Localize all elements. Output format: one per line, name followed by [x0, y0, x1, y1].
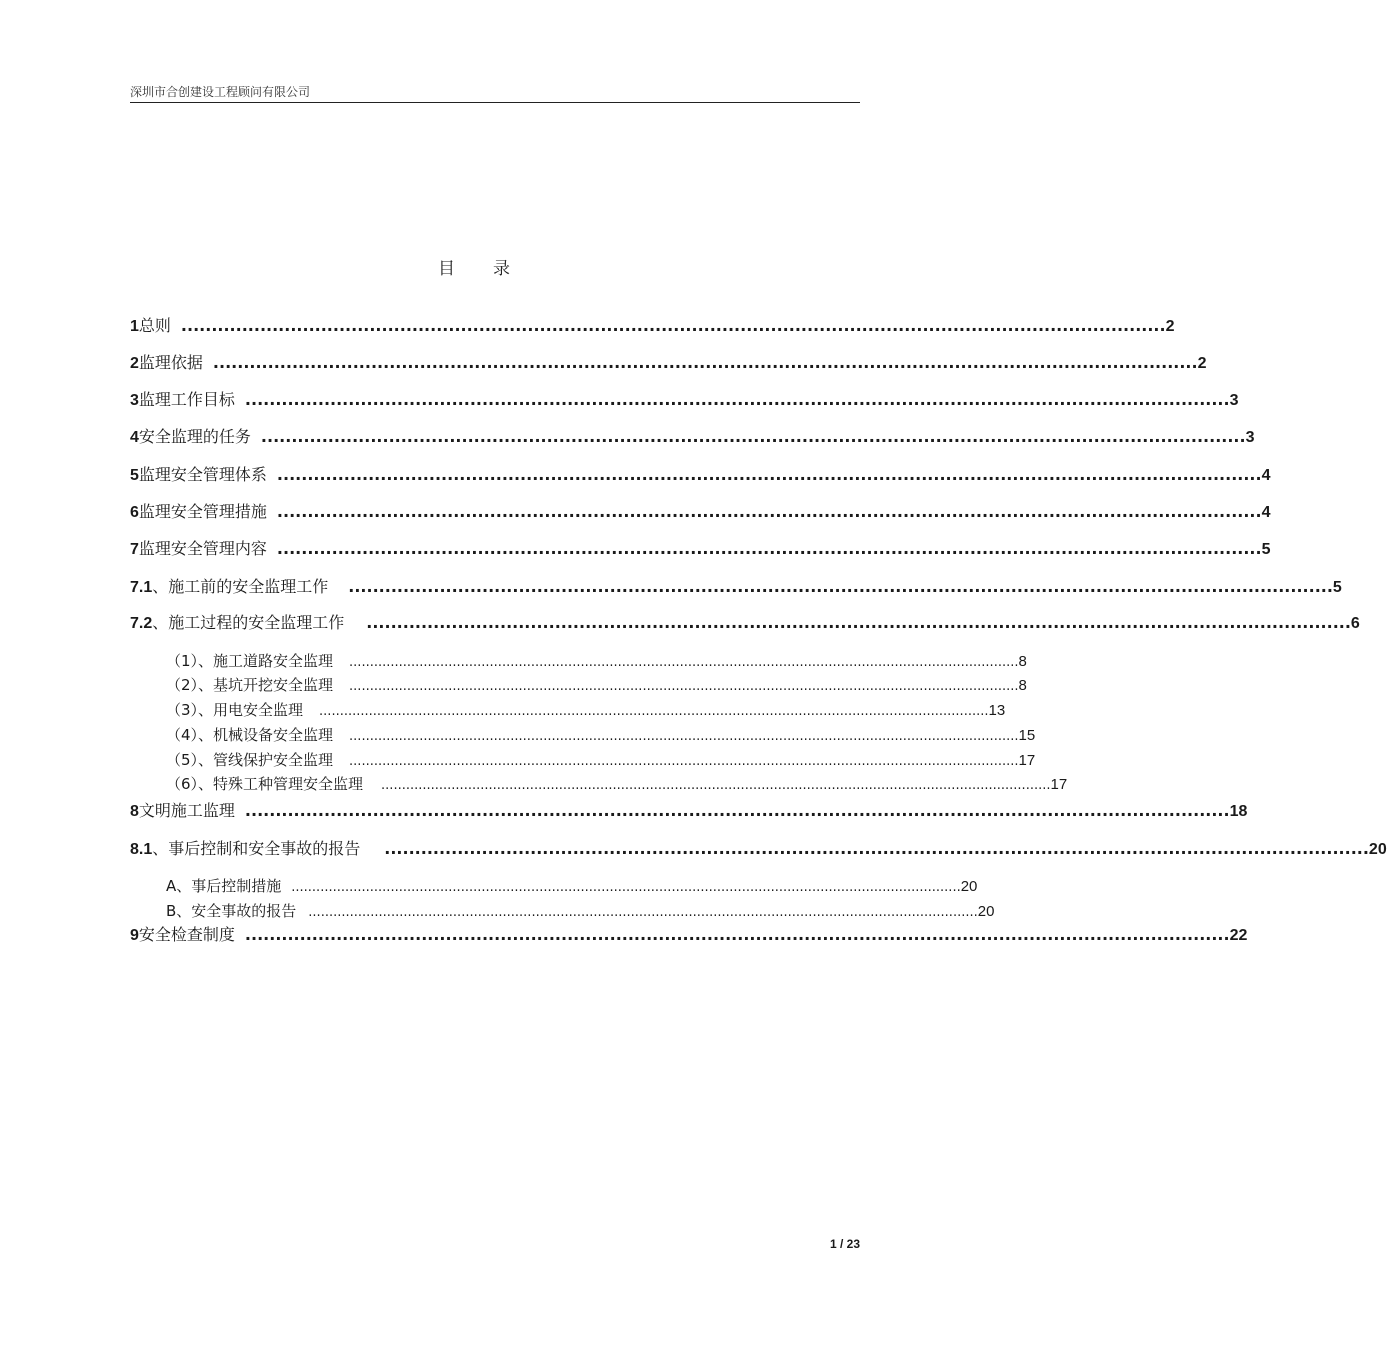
toc-subentry-5[interactable]: （5）、管线保护安全监理 .................................................................................................................................................................. 17 — [166, 751, 1036, 769]
toc-entry-4[interactable]: 4 安全监理的任务 .................................................................................................................................................................. 3 — [130, 427, 1255, 446]
toc-entry-7[interactable]: 7 监理安全管理内容 .................................................................................................................................................................. 5 — [130, 539, 1271, 558]
toc-subentry-4[interactable]: （4）、机械设备安全监理 .................................................................................................................................................................. 15 — [166, 726, 1036, 744]
toc-entry-5[interactable]: 5 监理安全管理体系 .................................................................................................................................................................. 4 — [130, 465, 1271, 484]
toc-entry-6[interactable]: 6 监理安全管理措施 .................................................................................................................................................................. 4 — [130, 502, 1271, 521]
toc-entry-8-1[interactable]: 8.1 、事后控制和安全事故的报告 .................................................................................................................................................................. 20 — [130, 839, 1387, 858]
toc-title: 目 录 — [438, 259, 512, 279]
toc-entry-2[interactable]: 2 监理依据 .................................................................................................................................................................. 2 — [130, 353, 1207, 372]
toc-subentry-a[interactable]: A、事后控制措施 .................................................................................................................................................................. 20 — [166, 877, 978, 895]
toc-subentry-1[interactable]: （1）、施工道路安全监理 .................................................................................................................................................................. 8 — [166, 652, 1027, 670]
toc-subentry-6[interactable]: （6）、特殊工种管理安全监理 .................................................................................................................................................................. 17 — [166, 775, 1068, 793]
toc-entry-9[interactable]: 9 安全检查制度 .................................................................................................................................................................. 22 — [130, 925, 1248, 944]
toc-subentry-b[interactable]: B、安全事故的报告 .................................................................................................................................................................. 20 — [166, 902, 995, 920]
toc-subentry-2[interactable]: （2）、基坑开挖安全监理 .................................................................................................................................................................. 8 — [166, 676, 1027, 694]
company-name: 深圳市合创建设工程顾问有限公司 — [130, 85, 311, 99]
page-number: 1 / 23 — [829, 1237, 860, 1251]
toc-entry-8[interactable]: 8 文明施工监理 .................................................................................................................................................................. 18 — [130, 801, 1248, 820]
toc-entry-3[interactable]: 3 监理工作目标 .................................................................................................................................................................. 3 — [130, 390, 1239, 409]
toc-entry-1[interactable]: 1 总则 .................................................................................................................................................................. 2 — [130, 316, 1175, 335]
toc-entry-7-2[interactable]: 7.2 、施工过程的安全监理工作 .................................................................................................................................................................. 6 — [130, 613, 1360, 632]
toc-subentry-3[interactable]: （3）、用电安全监理 .................................................................................................................................................................. 13 — [166, 701, 1006, 719]
toc-entry-7-1[interactable]: 7.1 、施工前的安全监理工作 .................................................................................................................................................................. 5 — [130, 577, 1342, 596]
